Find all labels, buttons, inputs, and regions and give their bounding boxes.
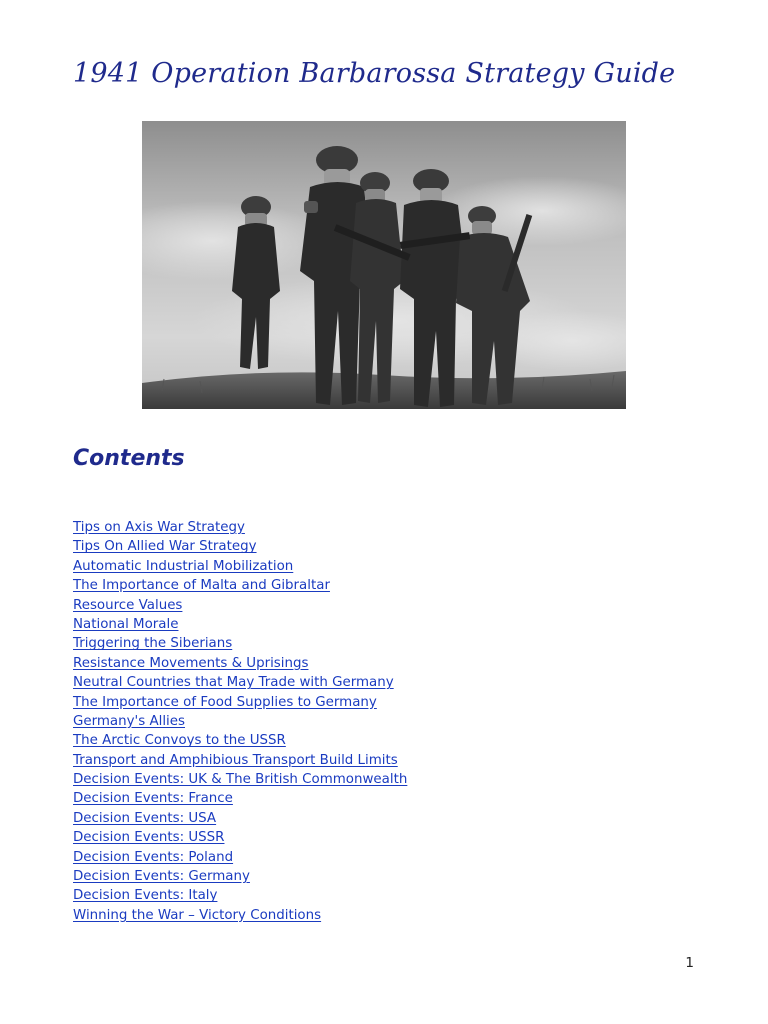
toc-item <box>73 826 407 845</box>
toc-item <box>73 574 407 593</box>
toc-link-arctic-convoys[interactable]: The Arctic Convoys to the USSR <box>73 733 286 749</box>
toc-item <box>73 516 407 535</box>
toc-link-axis-strategy[interactable]: Tips on Axis War Strategy <box>73 520 245 535</box>
toc-link-transport-limits[interactable]: Transport and Amphibious Transport Build Limits <box>73 752 398 768</box>
soldiers-photo <box>142 121 626 409</box>
toc-link-resistance[interactable]: Resistance Movements & Uprisings <box>73 655 309 671</box>
toc-link-decisions-poland[interactable]: Decision Events: Poland <box>73 849 234 865</box>
toc-item <box>73 710 407 729</box>
toc-item <box>73 749 407 768</box>
toc-item <box>73 846 407 865</box>
page-number: 1 <box>685 955 694 971</box>
toc-link-resource-values[interactable]: Resource Values <box>73 597 183 613</box>
table-of-contents <box>73 516 407 923</box>
toc-link-decisions-uk[interactable]: Decision Events: UK & The British Commonwealth <box>73 772 408 788</box>
toc-link-decisions-usa[interactable]: Decision Events: USA <box>73 810 217 826</box>
toc-item <box>73 807 407 826</box>
toc-item <box>73 865 407 884</box>
toc-item <box>73 904 407 923</box>
toc-link-siberians[interactable]: Triggering the Siberians <box>73 636 233 652</box>
toc-link-neutral-countries[interactable]: Neutral Countries that May Trade with Germany <box>73 675 394 691</box>
toc-link-food-supplies[interactable]: The Importance of Food Supplies to Germany <box>73 694 377 710</box>
document-title: 1941 Operation Barbarossa Strategy Guide <box>73 58 676 89</box>
toc-item <box>73 594 407 613</box>
toc-item <box>73 884 407 903</box>
contents-heading: Contents <box>73 446 185 471</box>
toc-link-national-morale[interactable]: National Morale <box>73 616 179 632</box>
toc-link-decisions-france[interactable]: Decision Events: France <box>73 791 233 807</box>
toc-item <box>73 768 407 787</box>
toc-item <box>73 691 407 710</box>
toc-link-industrial-mobilization[interactable]: Automatic Industrial Mobilization <box>73 558 294 574</box>
toc-link-decisions-italy[interactable]: Decision Events: Italy <box>73 888 218 904</box>
toc-item <box>73 652 407 671</box>
toc-item <box>73 535 407 554</box>
toc-link-germany-allies[interactable]: Germany's Allies <box>73 713 185 729</box>
toc-item <box>73 555 407 574</box>
toc-item <box>73 613 407 632</box>
toc-link-allied-strategy[interactable]: Tips On Allied War Strategy <box>73 539 257 555</box>
toc-item <box>73 787 407 806</box>
toc-link-victory-conditions[interactable]: Winning the War – Victory Conditions <box>73 907 322 923</box>
toc-item <box>73 671 407 690</box>
toc-link-decisions-ussr[interactable]: Decision Events: USSR <box>73 830 225 846</box>
toc-item <box>73 632 407 651</box>
toc-link-decisions-germany[interactable]: Decision Events: Germany <box>73 869 250 885</box>
toc-item <box>73 729 407 748</box>
toc-link-malta-gibraltar[interactable]: The Importance of Malta and Gibraltar <box>73 578 330 594</box>
